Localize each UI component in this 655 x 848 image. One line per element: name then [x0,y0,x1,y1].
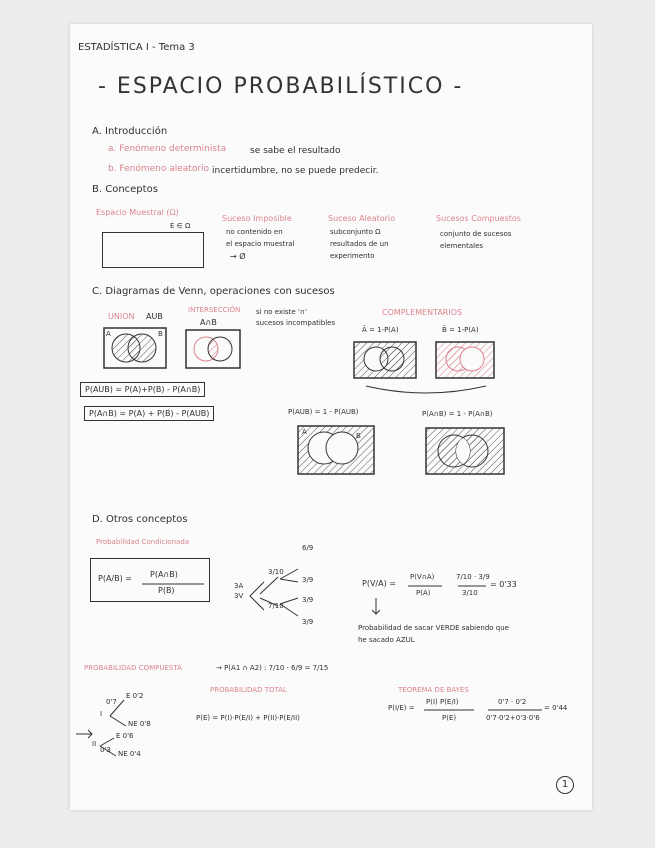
page-number: 1 [556,776,574,794]
random-phenomenon-label: b. Fenómeno aleatorio [108,164,210,174]
tree2-prob-1: 0'7 [106,698,117,706]
conditional-denominator: P(B) [158,586,175,595]
bayes-calc-denominator: 0'7·0'2+0'3·0'6 [486,714,540,722]
neg-union-set-b: B [356,432,361,440]
notebook-page [70,24,592,810]
example-calc-numerator: 7/10 · 3/9 [456,573,490,581]
conditional-lhs: P(A/B) = [98,574,132,583]
subject-header: ESTADÍSTICA I - Tema 3 [78,42,195,53]
incompatible-note-1: si no existe '∩' [256,308,307,316]
union-label: UNIÓN [108,312,135,321]
deterministic-text: se sabe el resultado [250,146,341,156]
tree-leaf-2: 3/9 [302,576,314,584]
venn-negated-intersection [426,428,504,474]
bayes-lhs: P(I/E) = [388,704,415,712]
compound-line-2: elementales [440,242,484,250]
bayes-result: = 0'44 [544,704,568,712]
sample-space-label: Espacio Muestral (Ω) [96,208,179,217]
compound-event-label: Sucesos Compuestos [436,214,521,223]
random-line-1: subconjunto Ω [330,228,381,236]
example-numerator: P(V∩A) [410,573,435,581]
complement-b: B̄ = 1-P(A) [442,326,479,334]
negated-intersection-formula: P(A∩B) = 1 - P(A∩B) [422,410,493,418]
venn-heading: C. Diagramas de Venn, operaciones con sucesos [92,286,335,297]
conditional-numerator: P(A∩B) [150,570,178,579]
venn-complement-b [436,342,494,378]
compound-line-1: conjunto de sucesos [440,230,512,238]
bayes-numerator: P(I) P(E/I) [426,698,459,706]
tree2-e1: E 0'2 [126,692,144,700]
compound-prob-expr: → P(A1 ∩ A2) : 7/10 · 6/9 = 7/15 [216,664,329,672]
intersection-label: INTERSECCIÓN [188,306,241,314]
deterministic-label: a. Fenómeno determinista [108,144,227,154]
random-line-3: experimento [330,252,375,260]
intersection-expr: A∩B [200,318,217,327]
complements-label: COMPLEMENTARIOS [382,308,463,317]
example-denominator: P(A) [416,589,431,597]
tree-leaf-4: 3/9 [302,618,314,626]
union-set-b: B [158,330,163,338]
total-prob-label: PROBABILIDAD TOTAL [210,686,287,694]
tree2-ne2: NE 0'4 [118,750,141,758]
total-prob-expr: P(E) = P(I)·P(E/I) + P(II)·P(E/II) [196,714,300,722]
explanation-line-2: he sacado AZUL [358,636,415,644]
union-set-a: A [106,330,111,338]
tree-branch-2: 7/10 [268,602,284,610]
neg-union-set-a: A [302,428,307,436]
venn-intersection [186,330,240,368]
venn-complement-a [354,342,416,378]
urn-bottom: 3V [234,592,244,600]
sample-space-mark: E ∈ Ω [170,222,191,230]
tree2-node-ii: II [92,740,97,748]
negated-union-formula: P(AUB) = 1 - P(AUB) [288,408,359,416]
example-result: = 0'33 [490,580,517,589]
union-formula: P(AUB) = P(A)+P(B) - P(A∩B) [80,382,205,397]
concepts-heading: B. Conceptos [92,184,158,195]
conditional-label: Probabilidad Condicionada [96,538,190,546]
tree2-ne1: NE 0'8 [128,720,151,728]
complement-a: Ā = 1-P(A) [362,326,399,334]
tree-leaf-3: 3/9 [302,596,314,604]
impossible-event-label: Suceso Imposible [222,214,292,223]
tree-branch-1: 3/10 [268,568,284,576]
random-phenomenon-text: incertidumbre, no se puede predecir. [212,166,379,176]
tree2-prob-2: 0'3 [100,746,111,754]
venn-union [104,328,166,368]
venn-negated-union [298,426,374,474]
bayes-calc-numerator: 0'7 · 0'2 [498,698,527,706]
tree-leaf-1: 6/9 [302,544,314,552]
union-expr: AUB [146,312,163,321]
bayes-denominator: P(E) [442,714,457,722]
impossible-line-3: → Ø [230,252,246,261]
random-event-label: Suceso Aleatorio [328,214,396,223]
compound-prob-label: PROBABILIDAD COMPUESTA [84,664,182,672]
example-lhs: P(V/A) = [362,579,396,588]
tree2-node-i: I [100,710,103,718]
intro-heading: A. Introducción [92,126,168,137]
intersection-formula: P(A∩B) = P(A) + P(B) - P(AUB) [84,406,214,421]
urn-top: 3A [234,582,244,590]
random-line-2: resultados de un [330,240,389,248]
other-heading: D. Otros conceptos [92,514,188,525]
bayes-label: TEOREMA DE BAYES [398,686,469,694]
incompatible-note-2: sucesos incompatibles [256,319,336,327]
impossible-line-2: el espacio muestral [226,240,295,248]
page-title: - ESPACIO PROBABILÍSTICO - [98,74,464,99]
example-calc-denominator: 3/10 [462,589,478,597]
tree2-e2: E 0'6 [116,732,134,740]
explanation-line-1: Probabilidad de sacar VERDE sabiendo que [358,624,509,632]
impossible-line-1: no contenido en [226,228,283,236]
